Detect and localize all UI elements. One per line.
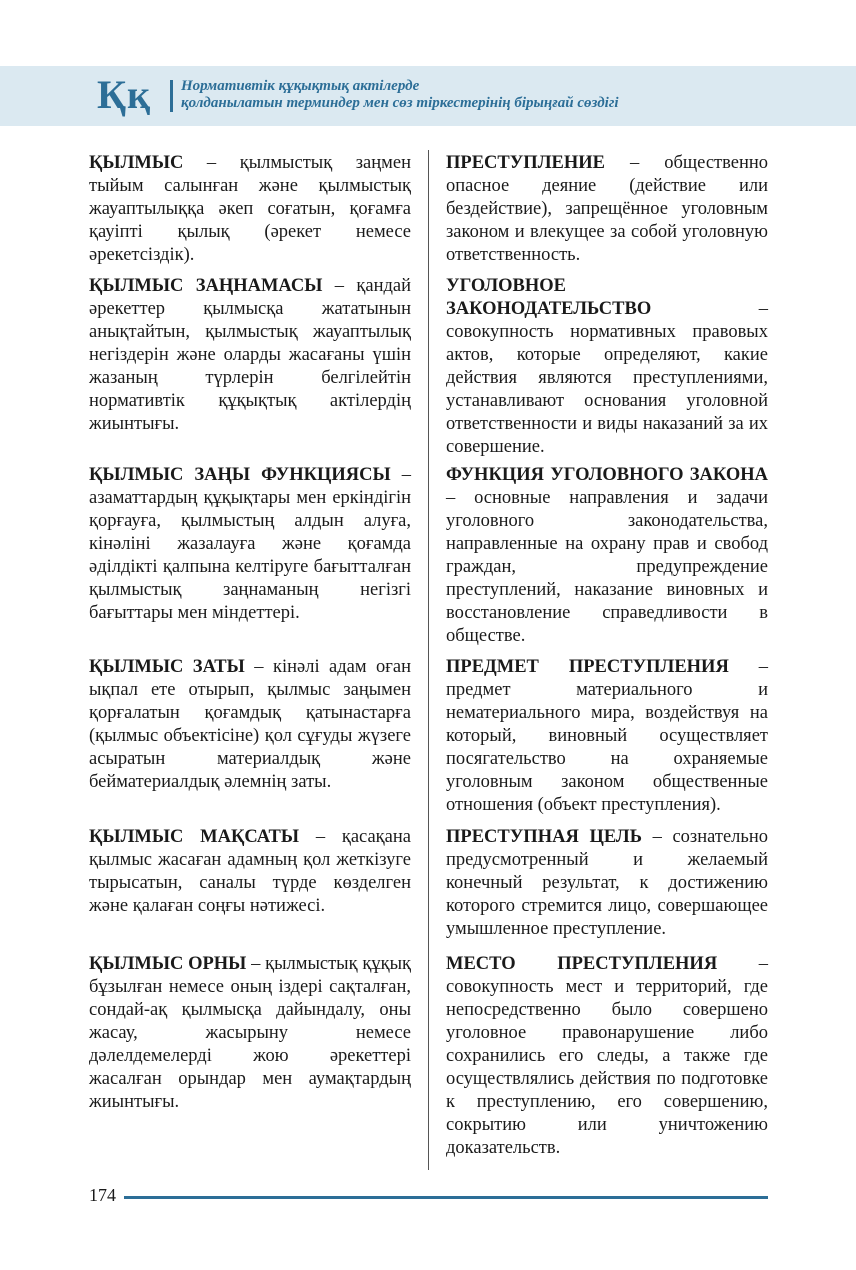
entry-kk-4	[89, 656, 411, 794]
entry-ru-4	[446, 656, 768, 817]
entry-definition: – қасақана қылмыс жасаған адамның қол жеткізуге тырысатын, саналы түрде көзделген және қалаған соңғы нәтижесі.	[89, 827, 411, 916]
entry-definition: – қылмыстық құқық бұзылған немесе оның іздері сақталған, сондай-ақ қылмысқа дайындалу, оны жасау, жасырыну немесе дәлелдемелерді жою әрекеттері жасалған орындар мен аумақтардың жиынтығы.	[89, 954, 411, 1112]
entry-definition: – сознательно предусмотренный и желаемый конечный результат, к достижению которого стремится лицо, совершающее умышленное преступление.	[446, 827, 768, 939]
entry-kk-6	[89, 953, 411, 1114]
entry-term: МЕСТО ПРЕСТУПЛЕНИЯ	[446, 954, 718, 974]
entry-definition: – совокупность нормативных правовых актов, которые определяют, какие действия являются преступлениями, устанавливают основания уголовной ответственности и виды наказаний за их совершение.	[446, 299, 768, 457]
entry-ru-5	[446, 826, 768, 941]
entry-term: ҚЫЛМЫС	[89, 153, 184, 173]
entry-definition: – қылмыстық заңмен тыйым салынған және қылмыстық жауаптылыққа әкеп соғатын, қоғамға қауіпті қылық (әрекет немесе әрекетсіздік).	[89, 153, 411, 265]
entry-definition: – кінәлі адам оған ықпал ете отырып, қылмыс заңымен қорғалатын қоғамдық қатынастарға (қылмыс объектісіне) қол сұғуды жүзеге асыратын материалдық және бейматериалдық әлемнің заты.	[89, 657, 411, 792]
section-letter: Ққ	[97, 72, 152, 117]
header-divider	[170, 80, 173, 112]
entry-term: УГОЛОВНОЕ ЗАКОНОДАТЕЛЬСТВО	[446, 276, 652, 319]
entry-definition: – совокупность мест и территорий, где непосредственно было совершено уголовное правонарушение либо сохранились его следы, а также где осуществлялись действия по подготовке к преступлению, его совершению, сокрытию или уничтожению доказательств.	[446, 954, 769, 1158]
entry-kk-2	[89, 275, 411, 436]
entry-kk-5	[89, 826, 411, 918]
entry-term: ФУНКЦИЯ УГОЛОВНОГО ЗАКОНА	[446, 465, 768, 485]
entry-kk-1	[89, 152, 411, 267]
running-title-line-2: қолданылатын терминдер мен сөз тіркестерінің бірыңғай сөздігі	[181, 95, 619, 111]
entry-term: ПРЕСТУПНАЯ ЦЕЛЬ	[446, 827, 642, 847]
entry-term: ҚЫЛМЫС МАҚСАТЫ	[89, 827, 300, 847]
entry-kk-3	[89, 464, 411, 625]
entry-ru-1	[446, 152, 768, 267]
running-title	[181, 78, 821, 112]
entry-definition: – общественно опасное деяние (действие или бездействие), запрещённое уголовным законом и влекущее за собой уголовную ответственность.	[446, 153, 768, 265]
entry-ru-3	[446, 464, 768, 648]
entry-definition: – основные направления и задачи уголовного законодательства, направленные на охрану прав и свобод граждан, предупреждение преступлений, наказание виновных и восстановление справедливости в обществе.	[446, 488, 768, 646]
running-title-line-1: Нормативтік құқықтық актілерде	[181, 78, 420, 94]
entry-definition: – предмет материального и нематериального мира, воздействуя на который, виновный осуществляет посягательство на охраняемые уголовным законом общественные отношения (объект преступления).	[446, 657, 769, 815]
entry-term: ҚЫЛМЫС ЗАҢНАМАСЫ	[89, 276, 323, 296]
entry-definition: – азаматтардың құқықтары мен еркіндігін қорғауға, қылмыстың алдын алуға, кінәліні жазалауға және қоғамда әділдікті қалпына келтіруге бағытталған қылмыстық заңнаманың негізгі бағыттары мен міндеттері.	[89, 465, 411, 623]
footer-rule	[124, 1196, 768, 1199]
entry-term: ҚЫЛМЫС ЗАҢЫ ФУНКЦИЯСЫ	[89, 465, 391, 485]
entry-ru-6	[446, 953, 768, 1160]
entry-definition: – қандай әрекеттер қылмысқа жататынын анықтайтын, қылмыстық жауаптылық негіздерін және оларды жасағаны үшін жазаның түрлерін белгілейтін нормативтік құқықтық актілердің жиынтығы.	[89, 276, 411, 434]
column-divider	[428, 150, 429, 1170]
entry-ru-2	[446, 275, 768, 459]
page-number: 174	[89, 1185, 116, 1205]
entry-term: ПРЕСТУПЛЕНИЕ	[446, 153, 605, 173]
entry-term: ҚЫЛМЫС ЗАТЫ	[89, 657, 245, 677]
entry-term: ПРЕДМЕТ ПРЕСТУПЛЕНИЯ	[446, 657, 729, 677]
entry-term: ҚЫЛМЫС ОРНЫ	[89, 954, 247, 974]
